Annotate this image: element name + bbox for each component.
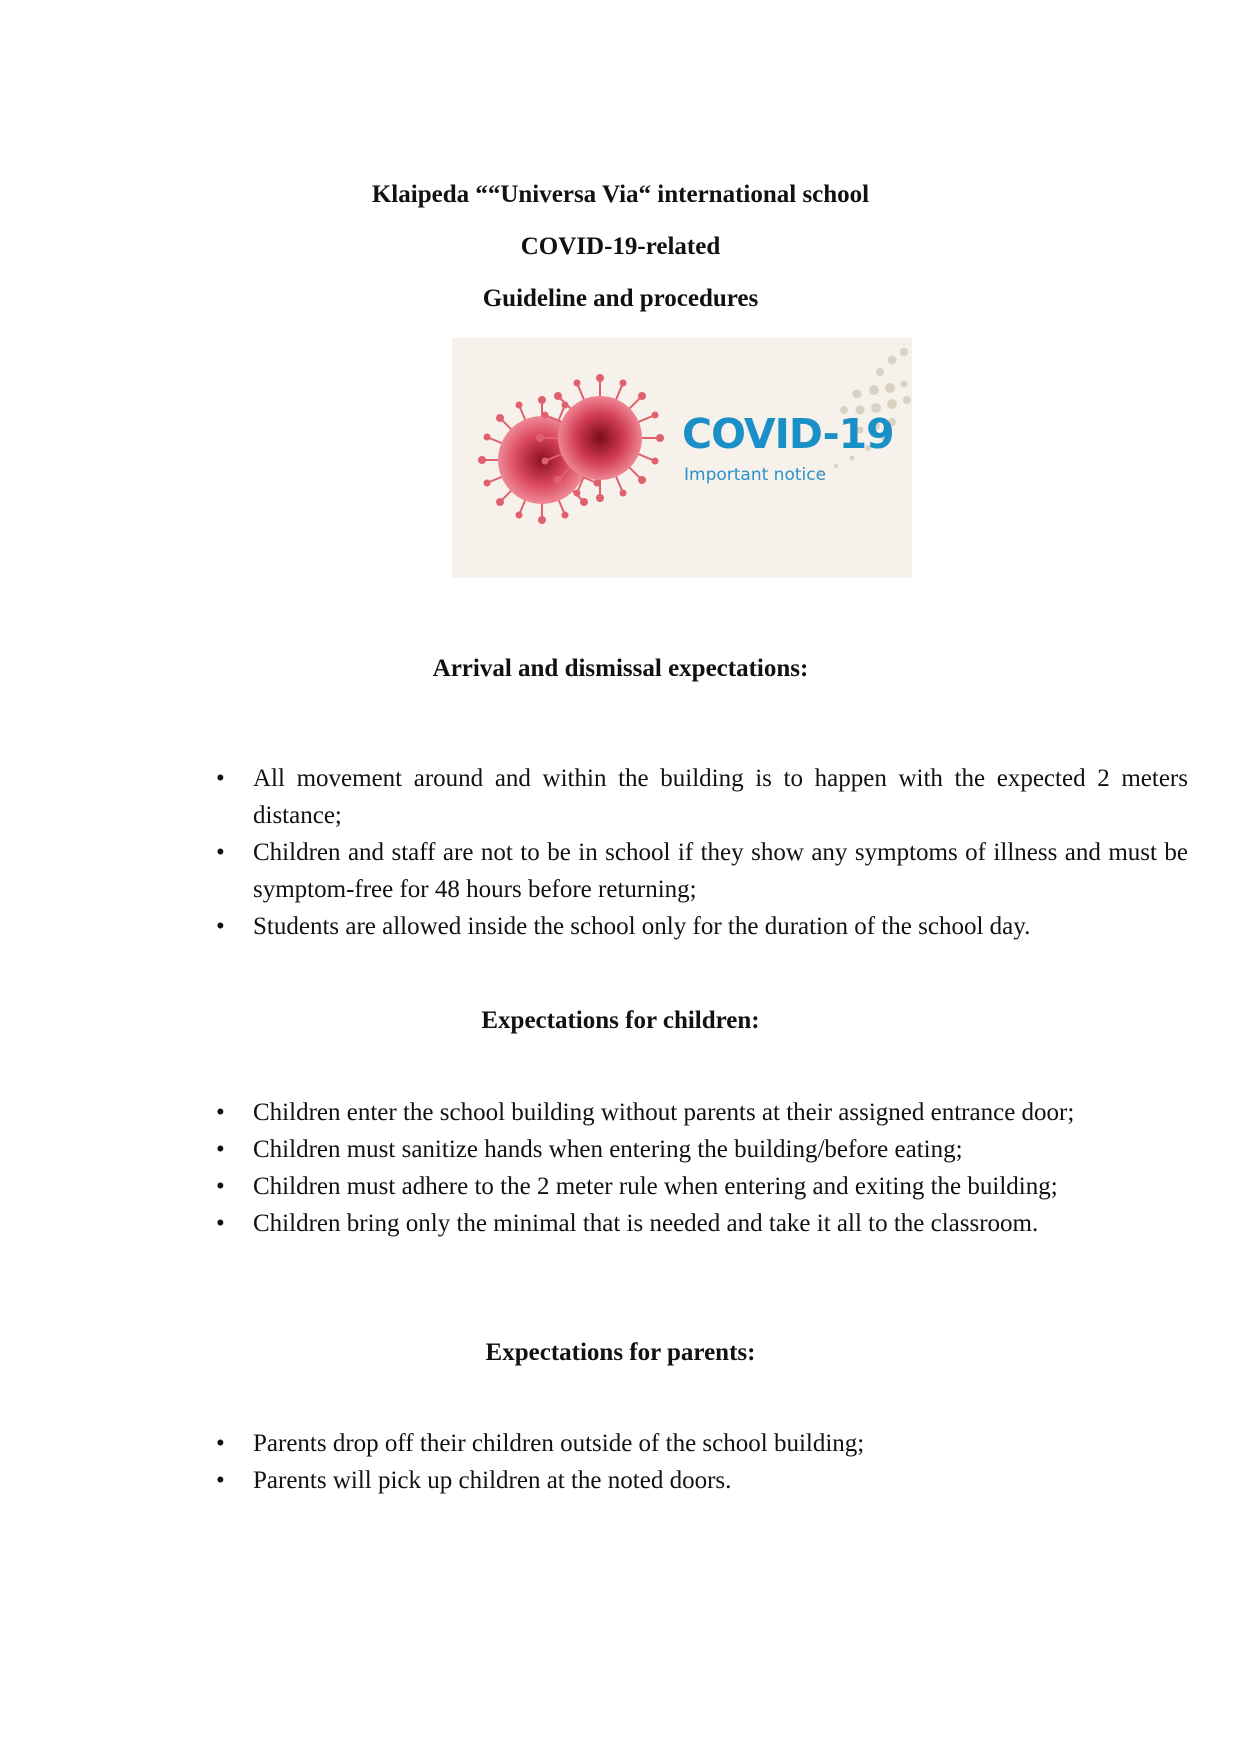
list-item: • Children must adhere to the 2 meter rule when entering and exiting the building; [216,1168,1188,1205]
children-expectations-list [216,1094,1188,1242]
list-item: • Children bring only the minimal that is needed and take it all to the classroom. [216,1205,1188,1242]
list-item: • Children must sanitize hands when entering the building/before eating; [216,1131,1188,1168]
banner-subtitle: Important notice [684,465,827,485]
list-item: • Students are allowed inside the school only for the duration of the school day. [216,908,1188,945]
section-title-children: Expectations for children: [481,1007,760,1034]
list-item: • Children and staff are not to be in school if they show any symptoms of illness and must be symptom-free for 48 hours before returning; [216,834,1188,908]
list-item: • All movement around and within the building is to happen with the expected 2 meters distance; [216,760,1188,834]
covid-notice-banner [452,338,912,578]
list-item: • Parents will pick up children at the noted doors. [216,1462,1188,1499]
section-title-arrival-dismissal: Arrival and dismissal expectations: [432,655,809,682]
document-title: Guideline and procedures [482,285,759,312]
document-subject: COVID-19-related [520,233,721,260]
parents-expectations-list [216,1425,1188,1499]
list-item: • Parents drop off their children outside of the school building; [216,1425,1188,1462]
arrival-dismissal-list [216,760,1188,945]
virus-particle-right [536,374,664,502]
list-item: • Children enter the school building without parents at their assigned entrance door; [216,1094,1188,1131]
coronavirus-illustration-icon [452,338,912,578]
section-title-parents: Expectations for parents: [485,1339,756,1366]
banner-title: COVID-19 [682,410,894,458]
school-name: Klaipeda ““Universa Via“ international school [371,181,870,208]
